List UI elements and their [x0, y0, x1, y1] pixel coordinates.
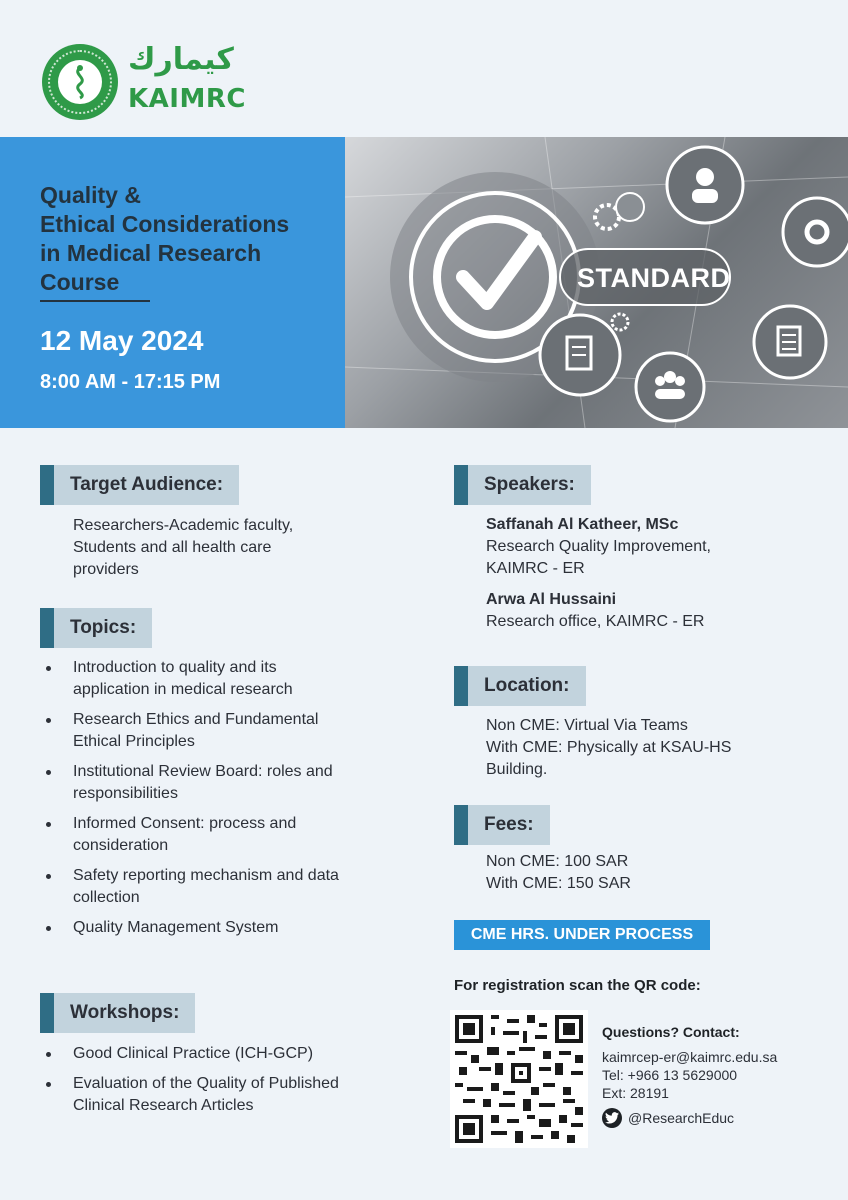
report-icon	[540, 315, 620, 395]
user-icon	[667, 147, 743, 223]
list-item: Safety reporting mechanism and data collection	[44, 865, 339, 909]
settings-icon	[783, 198, 848, 266]
fees-text: Non CME: 100 SAR With CME: 150 SAR	[486, 853, 631, 892]
seal-icon	[42, 44, 118, 120]
speaker-name: Arwa Al Hussaini	[486, 591, 617, 608]
location-text: Non CME: Virtual Via Teams With CME: Physically at KSAU-HS Building.	[486, 717, 732, 778]
list-item: Evaluation of the Quality of Published Clinical Research Articles	[44, 1073, 339, 1117]
document-icon	[754, 306, 826, 378]
twitter-icon	[602, 1108, 622, 1128]
course-time: 8:00 AM - 17:15 PM	[40, 371, 221, 393]
logo-latin-text: KAIMRC	[128, 84, 246, 114]
speaker-name: Saffanah Al Katheer, MSc	[486, 516, 679, 533]
twitter-handle[interactable]: @ResearchEduc	[628, 1110, 735, 1126]
contact-phone: Tel: +966 13 5629000	[602, 1067, 738, 1083]
topics-list	[44, 657, 339, 947]
list-item: Quality Management System	[44, 917, 339, 939]
list-item: Institutional Review Board: roles and responsibilities	[44, 761, 339, 805]
standard-label: STANDARD	[577, 263, 731, 293]
team-icon	[636, 353, 704, 421]
standard-illustration	[345, 137, 848, 428]
list-item: Research Ethics and Fundamental Ethical Principles	[44, 709, 339, 753]
hero-banner	[0, 137, 848, 428]
logo-arabic-text: كيمارك	[128, 42, 234, 77]
list-item: Introduction to quality and its application in medical research	[44, 657, 339, 701]
speaker-1: Saffanah Al Katheer, MSc Research Quality Improvement, KAIMRC - ER	[486, 516, 711, 577]
contact-heading: Questions? Contact:	[602, 1024, 740, 1040]
speaker-2: Arwa Al Hussaini Research office, KAIMRC - ER	[486, 591, 705, 630]
cme-status-badge: CME HRS. UNDER PROCESS	[454, 920, 710, 950]
contact-email[interactable]: kaimrcep-er@kaimrc.edu.sa	[602, 1049, 778, 1065]
course-date: 12 May 2024	[40, 325, 204, 356]
kaimrc-logo	[42, 42, 246, 120]
title-divider	[40, 300, 150, 302]
workshops-list	[44, 1043, 339, 1125]
list-item: Good Clinical Practice (ICH-GCP)	[44, 1043, 339, 1065]
registration-instruction: For registration scan the QR code:	[454, 977, 701, 994]
course-title: Quality & Ethical Considerations in Medical Research Course	[40, 182, 290, 295]
contact-extension: Ext: 28191	[602, 1085, 669, 1101]
target-audience-text: Researchers-Academic faculty, Students and all health care providers	[73, 517, 294, 578]
hero-info-panel	[0, 137, 345, 428]
list-item: Informed Consent: process and consideration	[44, 813, 339, 857]
registration-qr-code[interactable]	[450, 1010, 588, 1148]
